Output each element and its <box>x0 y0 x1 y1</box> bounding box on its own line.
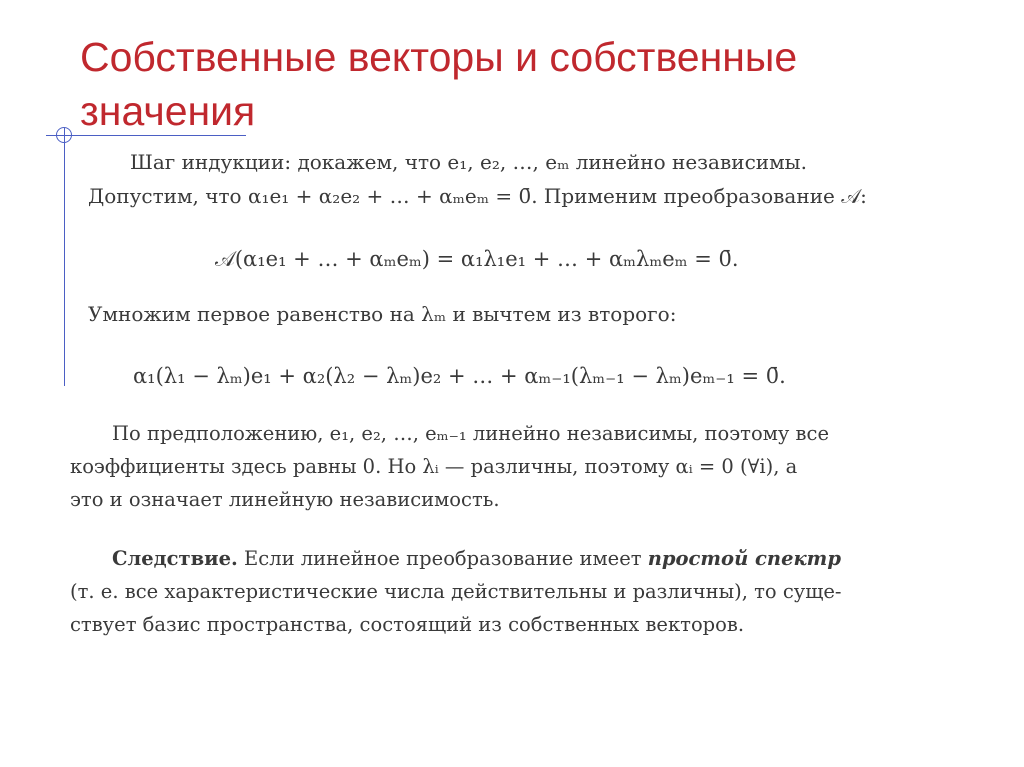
corollary-emphasis: простой спектр <box>647 547 841 570</box>
decorative-circle-icon <box>56 127 72 143</box>
corollary-label: Следствие. <box>112 547 238 570</box>
corollary-line-1 <box>112 543 841 574</box>
corollary-text: Если линейное преобразование имеет <box>237 547 648 570</box>
assumption-conclusion-line-1: По предположению, e₁, e₂, …, eₘ₋₁ линейно независимы, поэтому все <box>112 422 829 445</box>
corollary-line-3: ствует базис пространства, состоящий из собственных векторов. <box>70 613 745 636</box>
formula-difference: α₁(λ₁ − λₘ)e₁ + α₂(λ₂ − λₘ)e₂ + … + αₘ₋₁(λₘ₋₁ − λₘ)eₘ₋₁ = 0̄. <box>133 364 786 388</box>
assumption-conclusion-line-3: это и означает линейную независимость. <box>70 488 500 511</box>
assumption-line: Допустим, что α₁e₁ + α₂e₂ + … + αₘeₘ = 0̄. Применим преобразование 𝒜: <box>88 184 867 208</box>
slide-title: Собственные векторы и собственные значения <box>80 34 798 134</box>
decorative-horizontal-line <box>46 135 246 136</box>
induction-step-line: Шаг индукции: докажем, что e₁, e₂, …, eₘ линейно независимы. <box>130 150 807 174</box>
corollary-line-2: (т. е. все характеристические числа действительны и различны), то суще- <box>70 580 842 603</box>
decorative-vertical-line <box>64 128 65 386</box>
multiply-line: Умножим первое равенство на λₘ и вычтем из второго: <box>88 302 677 326</box>
assumption-conclusion-line-2: коэффициенты здесь равны 0. Но λᵢ — различны, поэтому αᵢ = 0 (∀i), а <box>70 455 798 478</box>
formula-transform: 𝒜(α₁e₁ + … + αₘeₘ) = α₁λ₁e₁ + … + αₘλₘeₘ = 0̄. <box>215 247 739 271</box>
